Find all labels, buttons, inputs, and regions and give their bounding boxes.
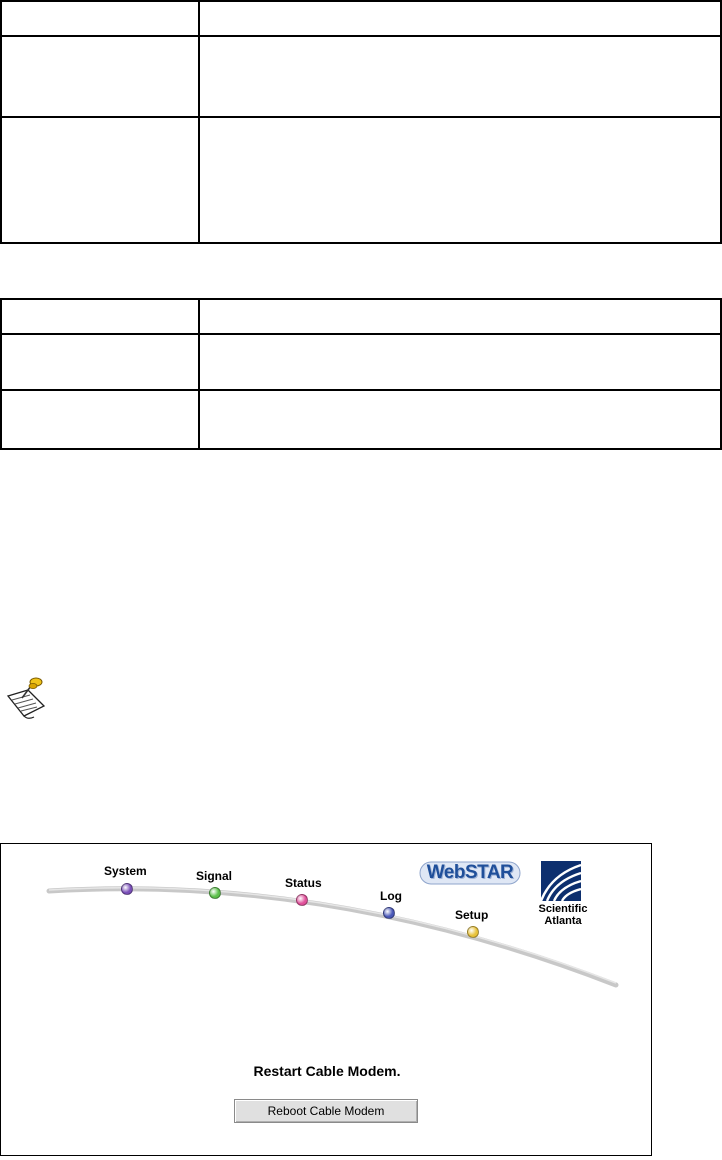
nav-system-dot[interactable] <box>121 883 133 895</box>
webstar-logo <box>419 859 521 887</box>
restart-heading: Restart Cable Modem. <box>253 1063 401 1079</box>
reboot-cable-modem-button[interactable]: Reboot Cable Modem <box>234 1099 418 1123</box>
table-row <box>1 390 721 449</box>
webstar-ui-screenshot <box>0 843 652 1156</box>
table-cell <box>199 334 721 390</box>
document-table-1 <box>0 0 722 244</box>
nav-signal-label[interactable]: Signal <box>196 869 233 883</box>
scientific-atlanta-line-1: Scientific <box>538 903 588 915</box>
scientific-atlanta-logo-text <box>533 903 593 927</box>
table-cell <box>1 1 199 36</box>
nav-signal-dot[interactable] <box>209 887 221 899</box>
table-cell <box>199 1 721 36</box>
table-row <box>1 334 721 390</box>
scientific-atlanta-globe-icon <box>541 861 581 901</box>
scientific-atlanta-logo <box>533 861 593 927</box>
table-cell <box>1 299 199 334</box>
table-cell <box>199 36 721 117</box>
note-pencil-icon <box>4 676 50 722</box>
webstar-logo-text: WebSTAR <box>426 862 514 883</box>
table-cell <box>199 117 721 243</box>
nav-log-dot[interactable] <box>383 907 395 919</box>
nav-setup-label[interactable]: Setup <box>455 908 489 922</box>
table-1-header-row <box>1 1 721 36</box>
table-cell <box>1 390 199 449</box>
table-2-header-row <box>1 299 721 334</box>
nav-system-label[interactable]: System <box>104 864 147 878</box>
nav-status-label[interactable]: Status <box>285 876 322 890</box>
nav-log-label[interactable]: Log <box>380 889 402 903</box>
nav-status-dot[interactable] <box>296 894 308 906</box>
table-cell <box>199 390 721 449</box>
table-cell <box>199 299 721 334</box>
table-cell <box>1 117 199 243</box>
nav-setup-dot[interactable] <box>467 926 479 938</box>
scientific-atlanta-line-2: Atlanta <box>544 915 582 927</box>
table-cell <box>1 36 199 117</box>
document-table-2 <box>0 298 722 450</box>
table-row <box>1 36 721 117</box>
table-row <box>1 117 721 243</box>
table-cell <box>1 334 199 390</box>
